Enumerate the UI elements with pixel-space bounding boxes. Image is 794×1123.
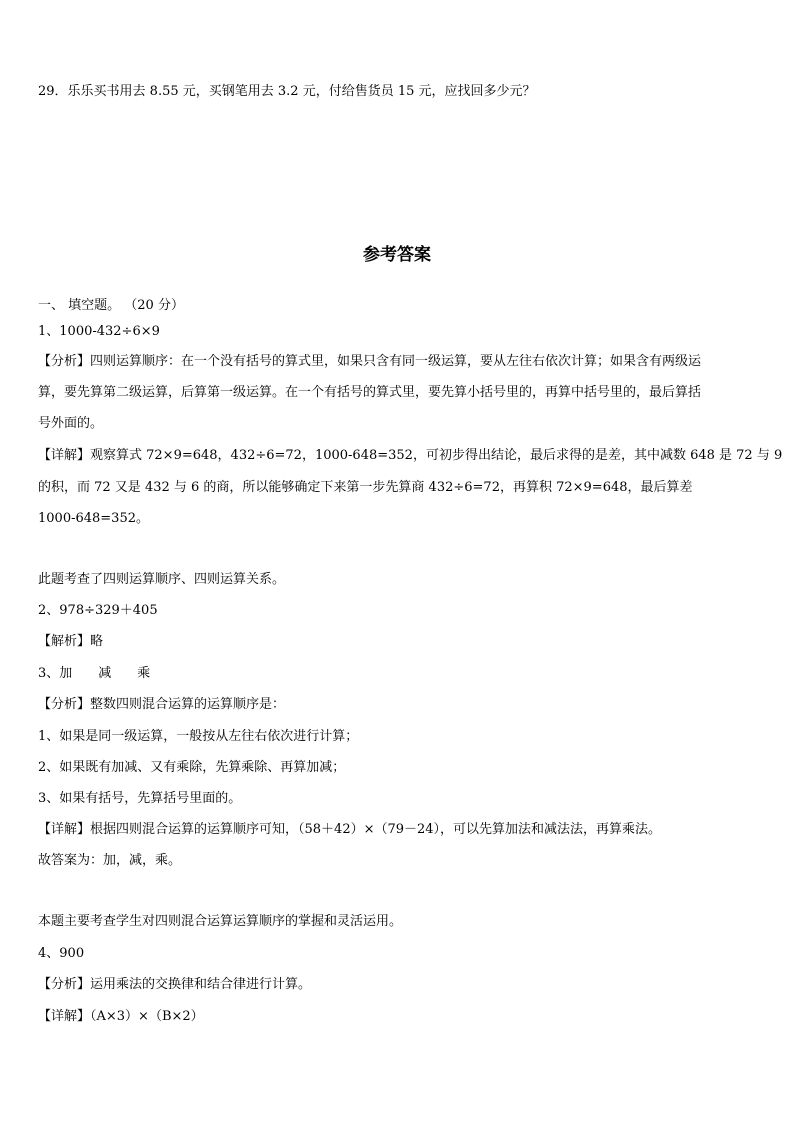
note-1: 此题考查了四则运算顺序、四则运算关系。 bbox=[38, 572, 286, 587]
analysis-1-line-1: 【分析】四则运算顺序：在一个没有括号的算式里，如果只含有同一级运算，要从左往右依次计算；如果含有两级运 bbox=[38, 354, 702, 369]
answers-title: 参考答案 bbox=[363, 245, 431, 265]
answer-4: 4、900 bbox=[38, 946, 85, 961]
analysis-1-line-2: 算，要先算第二级运算，后算第一级运算。在一个有括号的算式里，要先算小括号里的，再算中括号里的，最后算括 bbox=[38, 385, 702, 400]
detail-4: 【详解】（A×3）×（B×2） bbox=[38, 1009, 204, 1024]
analysis-1-line-3: 号外面的。 bbox=[38, 416, 104, 431]
rule-3-1: 1、如果是同一级运算，一般按从左往右依次进行计算； bbox=[38, 729, 359, 744]
section-heading: 一、 填空题。 （20 分） bbox=[38, 298, 184, 313]
detail-1-line-1: 【详解】观察算式 72×9=648，432÷6=72，1000-648=352，可初步得出结论，最后求得的是差，其中减数 648 是 72 与 9 bbox=[38, 448, 783, 463]
detail-1-line-3: 1000-648=352。 bbox=[38, 511, 149, 526]
question-29: 29．乐乐买书用去 8.55 元，买钢笔用去 3.2 元，付给售货员 15 元，应找回多少元？ bbox=[38, 84, 536, 99]
detail-1-line-2: 的积，而 72 又是 432 与 6 的商，所以能够确定下来第一步先算商 432÷6=72，再算积 72×9=648，最后算差 bbox=[38, 480, 693, 495]
note-3: 本题主要考查学生对四则混合运算运算顺序的掌握和灵活运用。 bbox=[38, 914, 403, 929]
answer-2: 2、978÷329＋405 bbox=[38, 603, 158, 618]
analysis-4: 【分析】运用乘法的交换律和结合律进行计算。 bbox=[38, 977, 312, 992]
conclusion-3: 故答案为：加，减，乘。 bbox=[38, 853, 182, 868]
analysis-2: 【解析】略 bbox=[38, 634, 104, 649]
answer-1: 1、1000-432÷6×9 bbox=[38, 324, 160, 339]
answer-3: 3、加 减 乘 bbox=[38, 666, 151, 681]
detail-3: 【详解】根据四则混合运算的运算顺序可知，（58＋42）×（79－24），可以先算加法和减法法，再算乘法。 bbox=[38, 822, 662, 837]
analysis-3: 【分析】整数四则混合运算的运算顺序是： bbox=[38, 697, 286, 712]
rule-3-2: 2、如果既有加减、又有乘除，先算乘除、再算加减； bbox=[38, 760, 346, 775]
rule-3-3: 3、如果有括号，先算括号里面的。 bbox=[38, 791, 242, 806]
